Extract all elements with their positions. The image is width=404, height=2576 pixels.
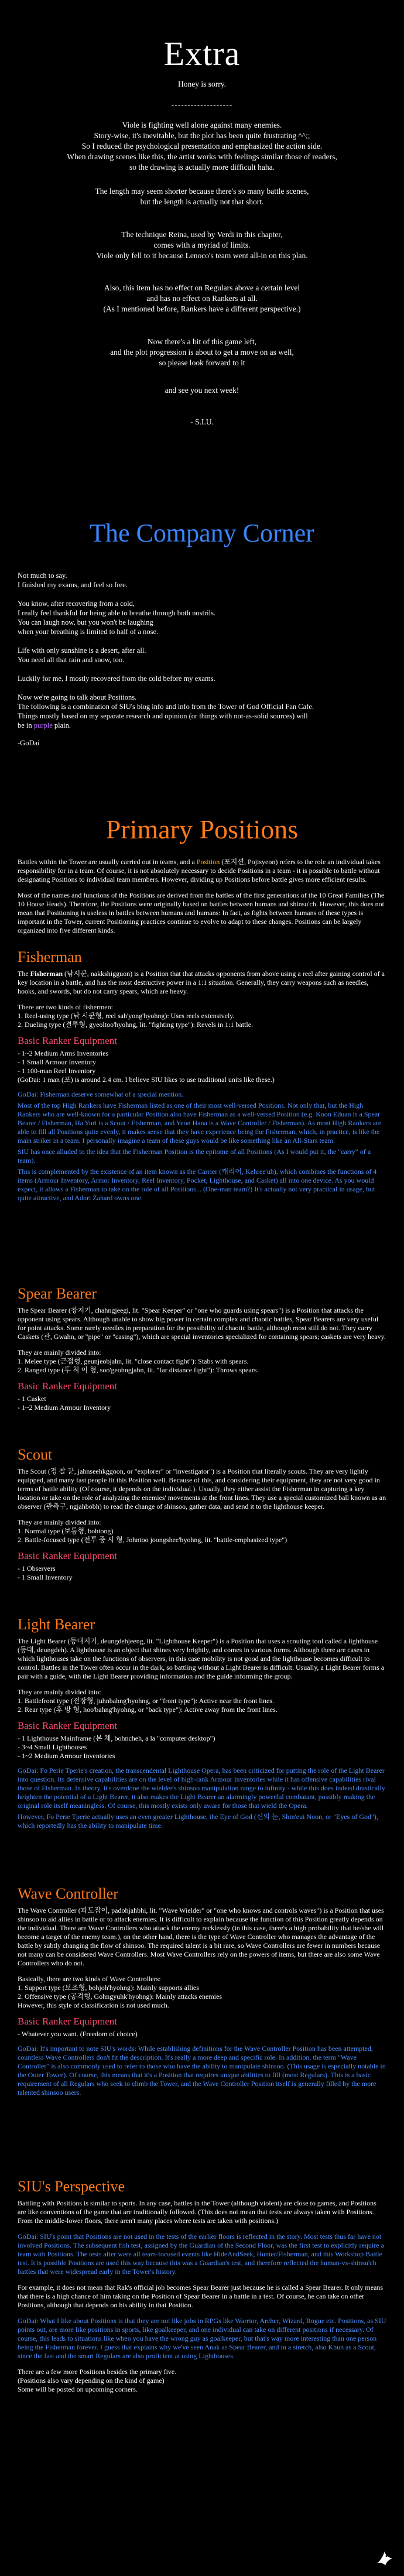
company-corner-body	[18, 571, 386, 757]
extra-signature: - S.I.U.	[190, 417, 214, 426]
light-bearer-equipment-list: - 1 Lighthouse Mainframe (본 체, bohncheh, a la "computer desktop") - 3~4 Small Lighthouses - 1~2 Medium Armour Inventories	[18, 1734, 215, 1760]
light-bearer-description: The Light Bearer (등대지기, deungdehjeeng, lit. "Lighthouse Keeper") is a Position that uses a scouting tool called a lighthouse (등대, deungdeh). A lighthouse is an object that shines very brightly, and comes in various forms. Although there are cases in which lighthouses take on the functions of observers, in this case mobility is not good and the lighthouse becomes difficult to control. Battles in the Tower often occur in the dark, so battling without a Light Bearer is difficult. Usually, a Light Bearer forms a pair with a guide, with the Light Bearer providing information and the guide informing the group.	[18, 1637, 385, 1680]
scout-equipment-heading: Basic Ranker Equipment	[18, 1550, 117, 1561]
light-bearer-godai-note: GoDai: Fo Perie Tperie's creation, the transcendental Lighthouse Opera, has been criticized for putting the role of the Light Bearer into question. Its defensive capabilities are on the level of high-rank Armour Inventories while it has offensive capabilities rival those of Fisherman. In theory, it's overdone the wielder's shinsoo manipulation range to infinity - while this does indeed drastically heighten the potential of a Light Bearer, it also makes the Light Bearer an alarmingly powerful combatant, possibly making the original role itself meaningless. Of course, this mostly exists only aware for those that wield the Opera. However, Fo Perie Tperie actually uses an even greater Lighthouse, the Eye of God (신의 눈, Shin'eui Noon, or "Eyes of God"), which reportedly has the ability to manipulate time.	[18, 1766, 385, 1830]
scout-types: They are mainly divided into: 1. Normal type (보통형, bohtong) 2. Battle-focused type (전투 중 시 형, Johntoo joongshee'hyohng, lit. "battle-emphasized type")	[18, 1518, 287, 1544]
fisherman-types: There are two kinds of fishermen: 1. Reel-using type (낚 시꾼형, reel sah'yong'hyohng): Uses reels extensively. 2. Dueling type (결투형, gyeoltoo'hyohng, lit. "fighting type"): Revels in 1:1 battle.	[18, 1003, 254, 1029]
siu-perspective-heading: SIU's Perspective	[18, 2178, 125, 2195]
primary-intro-1: Battles within the Tower are usually carried out in teams, and a Position (포지션, Pojisyeon) refers to the role an individual takes responsibility for in a team. Of course, it is not absolutely necessary to decide Positions in a team - it is possible to battle without designating Positions to individual team members. However, dividing up Positions before battle gives more efficient results.	[18, 858, 381, 883]
corner-paragraph-3: Life with only sunshine is a desert, after all. You need all that rain and snow, too.	[18, 646, 146, 664]
company-corner-title: The Company Corner	[90, 519, 314, 547]
scout-description: The Scout (정 찰 꾼, jahnseehkggoon, or "explorer" or "investigator") is a Position that literally scouts. They are very lightly equipped, and many fast people fit this Position well. Because of this, and considering their equipment, they are not very good in terms of battle ability (Of course, it depends on the individual.). Usually, they either assist the Fisherman in capturing a key location or take on the role of analyzing the enemies' movements at the front lines. They use a special customized ball known as an observer (관측구, ngjahbobh) to read the change of shinsoo, gather data, and send it to the lighthouse keeper.	[18, 1467, 386, 1510]
divider-line: -------------------	[171, 100, 233, 109]
wave-controller-equipment-list: - Whatever you want. (Freedom of choice)	[18, 2030, 138, 2038]
primary-intro	[18, 858, 386, 942]
perspective-closing: There are a few more Positions besides the primary five. (Positions also vary depending on the kind of game) Some will be posted on upcoming corners.	[18, 2368, 177, 2393]
perspective-paragraph-1: Battling with Positions is similar to sports. In any case, battles in the Tower (although violent) are close to games, and Positions are like conventions of the game that are traditionally followed. (This does not mean that tests are always taken with Positions. From the middle-lower floors, there aren't many places where tests are taken with positions.)	[18, 2199, 376, 2225]
fisherman-heading: Fisherman	[18, 948, 82, 965]
extra-paragraph-3: The technique Reina, used by Verdi in this chapter, comes with a myriad of limits. Viole only fell to it because Lenoco's team went all-in on this plan.	[96, 230, 308, 260]
fisherman-godai-note: GoDai: Fisherman deserve somewhat of a special mention. Most of the top High Rankers have Fisherman listed as one of their most well-versed Positions. Not only that, but the High Rankers who are well-known for a particular Position also have Fisherman as a well-versed Position (e.g. Koon Eduan is a Spear Bearer / Fisherman, Ha Yuri is a Scout / Fisherman, and Yeon Hana is a Wave Controller / Fisherman). As most High Rankers are able to fill all Positions quite evenly, it makes sense that they have experience being the Fisherman, which, in practice, is like the main striker in a team. I personally imagine a team of these guys would be like something like an All-Stars team. SIU has once alluded to the idea that the Fisherman Position is the epitome of all Positions (As I would put it, the "carry" of a team). This is complemented by the existence of an item known as the Carrier (캐리어, Kehree'uh), which combines the functions of 4 items (Armour Inventory, Armor Inventory, Reel Inventory, Pocket, Lighthouse, and Casket) all into one device. As you would expect, it allows a Fisherman to take on the role of all Positions... (One-man team?) It's actually not very practical in usage, but quite attractive, and Adori Zahard owns one.	[18, 1090, 382, 1202]
spear-bearer-description: The Spear Bearer (창지기, chahngjeegi, lit. "Spear Keeper" or "one who guards using spears") is a Position that attacks the opponent using spears. Although unable to show big power in certain complex and chaotic battles, Spear Bearers are very useful for point attacks. Some rarely needles in preparation for the possibility of chaotic battle, although most still do not. They carry Caskets (관, Gwahn, or "pipe" or "casing"), which are special inventories specialized for containing spears; caskets are very heavy.	[18, 1306, 386, 1341]
spear-bearer-equipment-heading: Basic Ranker Equipment	[18, 1381, 117, 1392]
bird-logo-icon	[375, 2548, 395, 2568]
extra-title: Extra	[163, 35, 241, 73]
purple-word: purple	[33, 721, 53, 729]
fisherman-equipment-list: - 1~2 Medium Arms Inventories - 1 Small Armour Inventory - 1 100-man Reel Inventory (GoDai: 1 man (포) is around 2.4 cm. I believe SIU likes to use traditional units like these.)	[18, 1049, 275, 1084]
corner-paragraph-1: Not much to say. I finished my exams, and feel so free.	[18, 571, 128, 589]
corner-paragraph-4: Luckily for me, I mostly recovered from the cold before my exams.	[18, 674, 215, 683]
light-bearer-types: They are mainly divided into: 1. Battlefront type (전장형, juhnbahng'hyohng, or "front type"): Active near the front lines. 2. Rear type (후 방 형, hoo'bahng'hyohng, or "back type"): Active away from the front lines.	[18, 1688, 278, 1714]
perspective-godai-note-2: GoDai: What I like about Positions is that they are not like jobs in RPGs like Warrior, Archer, Wizard, Rogue etc. Positions, as SIU points out, are more like positions in sports, like goalkeeper, and one individual can take on different positions if necessary. Of course, this leads to situations like when you have the wrong guy as goalkeeper, but that's way more interesting than one person being the Fisherman forever. I guess that explains why we've seen Anak as Spear Bearer, and in a stretch, also Khun as a Scout, since the fast and the smart Regulars are also proficient at using Lighthouses.	[18, 2317, 386, 2360]
fisherman-description: The Fisherman (낚시꾼, nakkshigguon) is a Position that that attacks opponents from above using a reel after gaining control of a key location in a battle, and has the most destructive power in a 1:1 situation. Generally, they carry weapons such as needles, hooks, and swords, but do not carry spears, which are heavy.	[18, 970, 385, 995]
wave-controller-section	[18, 1885, 386, 2104]
spear-bearer-types: They are mainly divided into: 1. Melee type (근접형, geunjeobjahn, lit. "close contact fight"): Stabs with spears. 2. Ranged type (투 척 이 형, soo'geohngjahn, lit. "far distance fight"): Throws spears.	[18, 1348, 259, 1374]
light-bearer-heading: Light Bearer	[18, 1616, 95, 1633]
wave-controller-description: The Wave Controller (파도잡이, padohjahbhi, lit. "Wave Wielder" or "one who knows and controls waves") is a Position that uses shinsoo to aid allies in battle or to attack enemies. It is difficult to explain because the function of this Position greatly depends on the individual. There are Wave Controllers who attack the enemy recklessly (in this case, there's a high probability that he/she will become a target of the enemy team.), on the other hand, there is the type of Wave Controller who manages the advantage of the battle by subtly changing the flow of shinsoo. The required talent is a bit rare, so Wave Controllers are fewer in numbers because not many can be considered Wave Controllers. Most Wave Controllers rely on the powers of items, but there are also some Wave Controllers who do not.	[18, 1906, 384, 1967]
extra-paragraph-4: Also, this item has no effect on Regulars above a certain level and has no effect on Rankers at all. (As I mentioned before, Rankers have a different perspective.)	[103, 283, 301, 313]
primary-intro-2: Most of the names and functions of the Positions are derived from the battles of the first generations of the 10 Great Families (The 10 House Heads). Therefore, the Positions were originally based on battles between humans and shinsu'ch. However, this does not mean that Positioning is useless in battles between humans and humans: In fact, as fights between humans of these types is important in the Tower, current Positioning practices continue to evolve to adapt to these changes. Positions can be largely organized into five different kinds.	[18, 891, 385, 934]
scout-section	[18, 1446, 386, 1588]
corner-signature: -GoDai	[18, 739, 40, 747]
fisherman-section	[18, 948, 386, 1210]
light-bearer-equipment-heading: Basic Ranker Equipment	[18, 1720, 117, 1731]
extra-paragraph-1: Viole is fighting well alone against many enemies. Story-wise, it's inevitable, but the plot has been quite frustrating ^^;; So I reduced the psychological presentation and emphasized the action side. When drawing scenes like this, the artist works with feelings similar those of readers, so the drawing is actually more difficult haha.	[67, 121, 337, 172]
scout-heading: Scout	[18, 1446, 53, 1463]
scout-equipment-list: - 1 Observers - 1 Small Inventory	[18, 1564, 73, 1581]
wave-controller-equipment-heading: Basic Ranker Equipment	[18, 2016, 117, 2027]
perspective-paragraph-2: For example, it does not mean that Rak's official job becomes Spear Bearer just because he is called a Spear Bearer. It only means that there is a high chance of him taking on the Position of Spear Bearer in a battle in a test. Of course, he can take on other Positions, although that depends on his ability in that Position.	[18, 2283, 384, 2309]
extra-paragraph-5: Now there's a bit of this game left, and the plot progression is about to get a move on as well, so please look forward to it	[110, 337, 294, 367]
wave-controller-godai-note: GoDai: It's important to note SIU's words: While establishing definitions for the Wave Controller Position has been attempted, countless Wave Controllers don't fit the description. It's really a more deep and specific role. In addition, the term "Wave Controller" is also commonly used to refer to those who have the ability to manipulate shinsoo. (This usage is especially notable in the Outer Tower). Of course, this means that it's a Position that requires unique abilities to fill (most Regulars). This is a basic requirement of all Regulars who seek to climb the Tower, and the Wave Controller Position itself is generally filled by the more talented shinsoo users.	[18, 2044, 386, 2097]
extra-paragraph-6: and see you next week!	[165, 386, 239, 395]
wave-controller-types: Basically, there are two kinds of Wave Controllers: 1. Support type (보조형, bohjoh'hyohng): Mainly supports allies 2. Offensive type (공격형, Gohngyuhk'hyohng): Mainly attacks enemies However, this style of classification is not used much.	[18, 1975, 222, 2009]
light-bearer-section	[18, 1616, 386, 1837]
perspective-godai-note-1: GoDai: SIU's point that Positions are not used in the tests of the earlier floors is reflected in the story. Most tests thus far have not involved Positions. The subsequent fish test, assigned by the Guardian of the Second Floor, was the first test to explicitly require a team with Positions. The tests after were all team-focused events like HideAndSeek, Hunter/Fisherman, and this Workshop Battle test. It is possible Positions are used this way because this was a Guardian's test, and therefore reflected the human-vs-shinsu'ch battles that were widespread early in the Tower's history.	[18, 2232, 384, 2276]
apology-text: Honey is sorry.	[178, 80, 226, 88]
siu-perspective-section	[18, 2178, 386, 2401]
extra-paragraph-2: The length may seem shorter because there's so many battle scenes, but the length is actually not that short.	[95, 187, 309, 206]
corner-paragraph-2: You know, after recovering from a cold, I really feel thankful for being able to breathe through both nostrils. You can laugh now, but you won't be laughing when your breathing is limited to half of a nose.	[18, 600, 216, 636]
corner-paragraph-5: Now we're going to talk about Positions. The following is a combination of SIU's blog info and info from the Tower of God Official Fan Cafe. Things mostly based on my separate research and opinion (or things with not-as-solid sources) will be in purple plain.	[18, 693, 314, 729]
primary-positions-title: Primary Positions	[105, 814, 299, 844]
spear-bearer-heading: Spear Bearer	[18, 1285, 97, 1302]
wave-controller-heading: Wave Controller	[18, 1885, 118, 1902]
spear-bearer-section	[18, 1285, 386, 1418]
spear-bearer-equipment-list: - 1 Casket - 1~2 Medium Armour Inventory	[18, 1395, 111, 1412]
fisherman-equipment-heading: Basic Ranker Equipment	[18, 1035, 117, 1046]
